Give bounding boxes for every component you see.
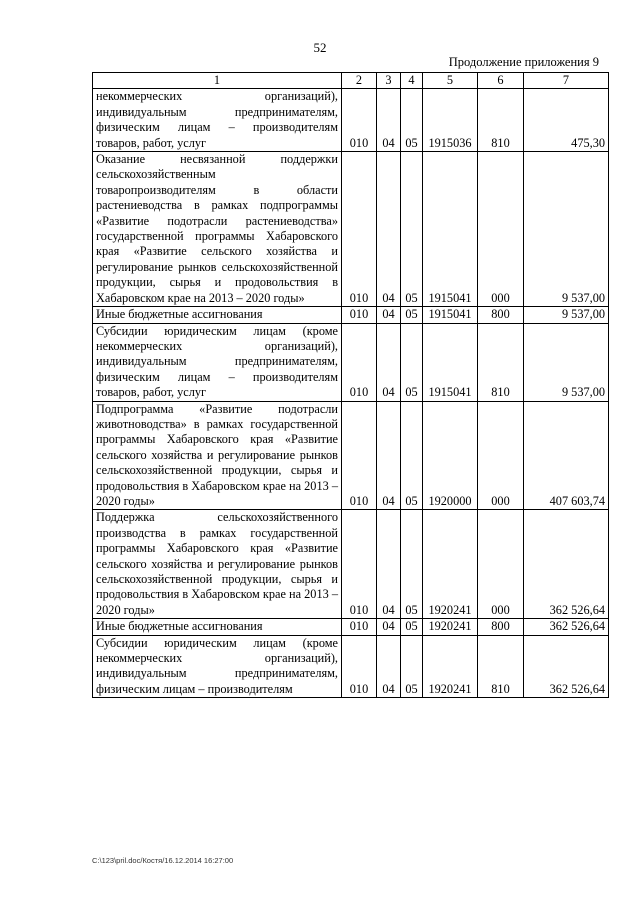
cell-code: 010 (342, 307, 377, 323)
cell-expense-type: 810 (478, 323, 524, 401)
cell-expense-type: 800 (478, 307, 524, 323)
cell-section: 04 (377, 89, 401, 152)
cell-code: 010 (342, 510, 377, 619)
table-row (93, 89, 609, 152)
cell-target-article: 1920241 (423, 510, 478, 619)
cell-section: 04 (377, 619, 401, 635)
table-row (93, 307, 609, 323)
header-row (93, 73, 609, 89)
cell-target-article: 1915041 (423, 323, 478, 401)
cell-expense-type: 000 (478, 152, 524, 307)
table-row (93, 619, 609, 635)
row-description: Иные бюджетные ассигнования (93, 619, 342, 635)
cell-subsection: 05 (401, 89, 423, 152)
row-description: Субсидии юридическим лицам (кроме некоммерческих организаций), индивидуальным предпринимателям, физическим лицам – производителям (93, 635, 342, 698)
row-description: Подпрограмма «Развитие подотрасли животноводства» в рамках государственной программы Хабаровского края «Развитие сельского хозяйства и регулирование рынков сельскохозяйственной продукции, сырья и продовольствия в Хабаровском крае на 2013 – 2020 годы» (93, 401, 342, 510)
cell-section: 04 (377, 635, 401, 698)
cell-target-article: 1915041 (423, 307, 478, 323)
column-header: 2 (342, 73, 377, 89)
column-header: 6 (478, 73, 524, 89)
cell-amount: 9 537,00 (524, 307, 609, 323)
cell-expense-type: 000 (478, 401, 524, 510)
cell-subsection: 05 (401, 401, 423, 510)
cell-amount: 475,30 (524, 89, 609, 152)
cell-target-article: 1920241 (423, 635, 478, 698)
cell-code: 010 (342, 635, 377, 698)
cell-subsection: 05 (401, 510, 423, 619)
cell-code: 010 (342, 323, 377, 401)
cell-section: 04 (377, 323, 401, 401)
cell-expense-type: 000 (478, 510, 524, 619)
cell-subsection: 05 (401, 152, 423, 307)
table-row (93, 635, 609, 698)
row-description: Оказание несвязанной поддержки сельскохозяйственным товаропроизводителям в области растениеводства в рамках подпрограммы «Развитие подотрасли растениеводства» государственной программы Хабаровского края «Развитие сельского хозяйства и регулирование рынков сельскохозяйственной продукции, сырья и продовольствия в Хабаровском крае на 2013 – 2020 годы» (93, 152, 342, 307)
table-row (93, 510, 609, 619)
cell-code: 010 (342, 401, 377, 510)
row-description: Иные бюджетные ассигнования (93, 307, 342, 323)
cell-amount: 362 526,64 (524, 619, 609, 635)
column-header: 5 (423, 73, 478, 89)
column-header: 4 (401, 73, 423, 89)
page-number: 52 (313, 40, 327, 55)
column-header: 7 (524, 73, 609, 89)
cell-code: 010 (342, 152, 377, 307)
cell-target-article: 1915036 (423, 89, 478, 152)
cell-amount: 9 537,00 (524, 152, 609, 307)
cell-subsection: 05 (401, 619, 423, 635)
cell-section: 04 (377, 510, 401, 619)
row-description: Субсидии юридическим лицам (кроме некоммерческих организаций), индивидуальным предпринимателям, физическим лицам – производителям товаров, работ, услуг (93, 323, 342, 401)
cell-subsection: 05 (401, 307, 423, 323)
cell-code: 010 (342, 89, 377, 152)
cell-code: 010 (342, 619, 377, 635)
cell-amount: 407 603,74 (524, 401, 609, 510)
cell-section: 04 (377, 152, 401, 307)
cell-subsection: 05 (401, 635, 423, 698)
cell-amount: 9 537,00 (524, 323, 609, 401)
row-description: некоммерческих организаций), индивидуальным предпринимателям, физическим лицам – производителям товаров, работ, услуг (93, 89, 342, 152)
cell-subsection: 05 (401, 323, 423, 401)
cell-expense-type: 810 (478, 89, 524, 152)
cell-expense-type: 810 (478, 635, 524, 698)
document-footer-path: C:\123\pril.doc/Костя/16.12.2014 16:27:00 (92, 856, 234, 865)
table-row (93, 152, 609, 307)
cell-target-article: 1915041 (423, 152, 478, 307)
cell-section: 04 (377, 307, 401, 323)
column-header: 3 (377, 73, 401, 89)
cell-section: 04 (377, 401, 401, 510)
cell-expense-type: 800 (478, 619, 524, 635)
column-header: 1 (93, 73, 342, 89)
continuation-label: Продолжение приложения 9 (448, 55, 599, 69)
row-description: Поддержка сельскохозяйственного производства в рамках государственной программы Хабаровского края «Развитие сельского хозяйства и регулирование рынков сельскохозяйственной продукции, сырья и продовольствия в Хабаровском крае на 2013 – 2020 годы» (93, 510, 342, 619)
budget-table (92, 72, 609, 698)
cell-amount: 362 526,64 (524, 635, 609, 698)
table-row (93, 401, 609, 510)
table-row (93, 323, 609, 401)
cell-amount: 362 526,64 (524, 510, 609, 619)
cell-target-article: 1920241 (423, 619, 478, 635)
cell-target-article: 1920000 (423, 401, 478, 510)
